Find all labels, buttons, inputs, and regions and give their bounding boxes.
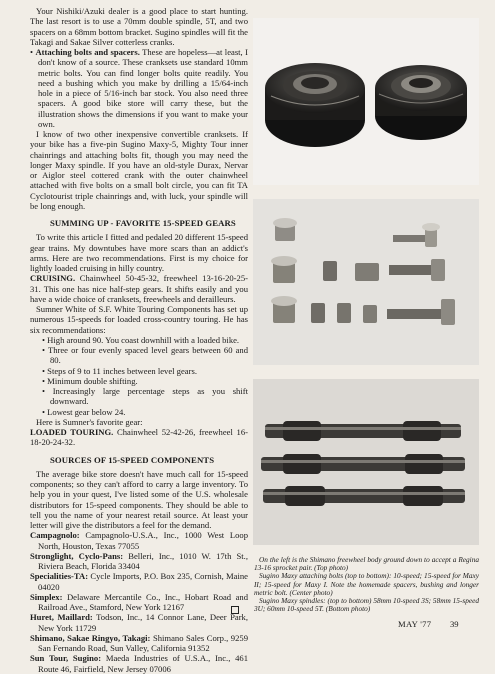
source-name: Huret, Maillard:	[30, 612, 93, 623]
issue-date: MAY '77	[398, 619, 432, 629]
source-name: Shimano, Sakae Ringyo, Takagi:	[30, 632, 151, 643]
freewheel-bodies-illustration	[253, 18, 479, 185]
photo-spindles	[253, 379, 479, 545]
spindle-60mm-10-speed-5t	[263, 486, 465, 506]
cruising-body: Chainwheel 50-45-32, freewheel 13-16-20-25-31. This one has nice half-step gears. It shifts easily and you have a wide choice of cranksets, freewheels and derailleurs.	[30, 273, 248, 304]
photo-freewheel-bodies	[253, 18, 479, 185]
list-item-text: Minimum double shifting.	[47, 375, 138, 386]
paragraph: Here is Sumner's favorite gear:	[36, 416, 143, 427]
list-item-text: Increasingly large percentage steps as you shift downward.	[50, 386, 248, 407]
source-name: Simplex:	[30, 591, 63, 602]
photo-attaching-bolts	[253, 199, 479, 365]
freewheel-body-left	[265, 63, 365, 147]
list-item: • Lowest gear below 24.	[42, 406, 126, 417]
source-entry	[30, 612, 248, 633]
attaching-bolts-illustration	[253, 199, 479, 365]
freewheel-body-right	[375, 65, 467, 140]
section-heading-sources: SOURCES OF 15-SPEED COMPONENTS	[50, 454, 215, 465]
source-entry	[30, 633, 248, 654]
paragraph-cruising	[30, 273, 248, 304]
source-entry	[30, 653, 248, 674]
spindle-58mm-10-speed-3s	[265, 421, 461, 441]
page-number: 39	[450, 619, 459, 629]
source-entry	[30, 551, 248, 572]
caption-top-photo: On the left is the Shimano freewheel body ground down to accept a Regina 13-16 sprocket pair. (Top photo)	[254, 555, 479, 573]
spindle-58mm-15-speed-3u	[261, 454, 465, 474]
paragraph: To write this article I fitted and pedaled 20 different 15-speed gear trains. My downtubes have more scars than an addict's arms. Here are two recommendations. First is my choice for lightly loaded cruising in hilly country.	[30, 232, 248, 273]
paragraph: Your Nishiki/Azuki dealer is a good place to start hunting. The last resort is to use a 70mm double spindle, 5T, and two spacers on a 68mm bottom bracket. Sugino spindles will fit the Takagi and Sakae Silver cotterless cranks.	[30, 6, 248, 47]
source-list	[30, 530, 248, 674]
paragraph-attaching-bolts: • Attaching bolts and spacers. These are hopeless—at least, I don't know of a source. These cranksets use standard 10mm metric bolts. You can find longer bolts quite readily. You need a bushing which you make by drilling a 15/64-inch hole in a piece of 5/16-inch bar stock. You also need three spacers. A good bike store will carry these, but the illustration shows the dimensions if you want to make your own.	[30, 47, 248, 129]
list-item-text: Three or four evenly spaced level gears between 60 and 80.	[47, 345, 248, 366]
paragraph: Sumner White of S.F. White Touring Components has set up numerous 15-speeds for loaded cross-country touring. He has six recommendations:	[30, 304, 248, 335]
source-name: Specialities-TA:	[30, 571, 89, 582]
list-item-text: Lowest gear below 24.	[47, 406, 126, 417]
source-name: Campagnolo:	[30, 530, 80, 541]
caption-bottom-photo: Sugino Maxy spindles: (top to bottom) 58mm 10-speed 3S; 58mm 15-speed 3U; 60mm 10-speed 5T. (Bottom photo)	[254, 596, 479, 614]
attaching-bolts-body: These are hopeless—at least, I don't know of a source. These cranksets use standard 10mm metric bolts. You can find longer bolts quite readily. You need a bushing which you make by drilling a 15/64-inch hole in a piece of 5/16-inch bar stock. You also need three spacers. A good bike store will carry these, but the illustration shows the dimensions if you want to make your own.	[38, 47, 248, 129]
source-address: Cycle Imports, P.O. Box 235, Cornish, Maine 04020	[38, 571, 248, 592]
end-of-article-mark	[231, 606, 239, 614]
paragraph: I know of two other inexpensive convertible cranksets. If your bike has a five-pin Sugino Maxy-5, Mighty Tour inner chainrings and attaching bolts fit, though you may need the longer Maxy spindle. If you have an old-style Durax, Nervar or Aiglor steel cottered crank with the outer chainwheel attached with five bolts on a small bolt circle, you can fit TA Cyclotourist triple chainrings and, with luck, your spindle will be long enough.	[30, 129, 248, 211]
list-item: • Minimum double shifting.	[42, 375, 138, 386]
source-entry	[30, 530, 248, 551]
source-name: Stronglight, Cyclo-Pans:	[30, 550, 124, 561]
paragraph-loaded-touring	[30, 427, 248, 448]
list-item: • Steps of 9 to 11 inches between level gears.	[42, 365, 197, 376]
loaded-touring-body: Chainwheel 52-42-26, freewheel 16-18-20-24-32.	[30, 427, 248, 448]
list-item-text: High around 90. You coast downhill with a loaded bike.	[47, 334, 240, 345]
source-address: Delaware Mercantile Co., Inc., Hobart Road and Railroad Ave., Stamford, New York 12167	[38, 591, 248, 612]
caption-center-photo: Sugino Maxy attaching bolts (top to bottom): 10-speed; 15-speed for Maxy II; 15-speed for Maxy I. Note the homemade spacers, bushing and longer metric bolt. (Center photo)	[254, 571, 479, 597]
list-item: • Increasingly large percentage steps as you shift downward.	[42, 386, 248, 407]
source-address: Maeda Industries of U.S.A., Inc., 461 Route 46, Fairfield, New Jersey 07006	[38, 653, 248, 674]
source-address: Shimano Sales Corp., 9259 San Fernando Road, Sun Valley, California 91352	[38, 632, 248, 653]
list-item: • Three or four evenly spaced level gears between 60 and 80.	[42, 345, 248, 366]
paragraph: The average bike store doesn't have much call for 15-speed components; so they can't afford to carry a large inventory. To help you in your quest, I've listed some of the U.S. wholesale distributors for 15-speed components. They should be able to tell you the name of your nearest retail source. At least your letter will give the distributors a feel for the demand.	[30, 468, 248, 530]
list-item: • High around 90. You coast downhill with a loaded bike.	[42, 334, 240, 345]
spindles-illustration	[253, 379, 479, 545]
source-name: Sun Tour, Sugino:	[30, 653, 102, 664]
article-text-column	[30, 6, 248, 674]
loaded-touring-heading: LOADED TOURING.	[30, 427, 114, 437]
source-entry	[30, 571, 248, 592]
section-heading-summing-up: SUMMING UP - FAVORITE 15-SPEED GEARS	[50, 218, 236, 228]
cruising-heading: CRUISING.	[30, 273, 76, 284]
source-address: Todson, Inc., 14 Connor Lane, Deer Park, New York 11729	[38, 612, 249, 633]
photo-caption	[254, 556, 479, 613]
source-address: Belleri, Inc., 1010 W. 17th St., Riviera Beach, Florida 33404	[38, 550, 248, 571]
recommendation-list	[30, 335, 248, 417]
list-item-text: Steps of 9 to 11 inches between level gears.	[47, 365, 197, 376]
source-entry	[30, 592, 248, 613]
attaching-bolts-heading: Attaching bolts and spacers.	[35, 47, 140, 57]
source-address: Campagnolo-U.S.A., Inc., 1000 West Loop North, Houston, Texas 77055	[38, 530, 248, 551]
